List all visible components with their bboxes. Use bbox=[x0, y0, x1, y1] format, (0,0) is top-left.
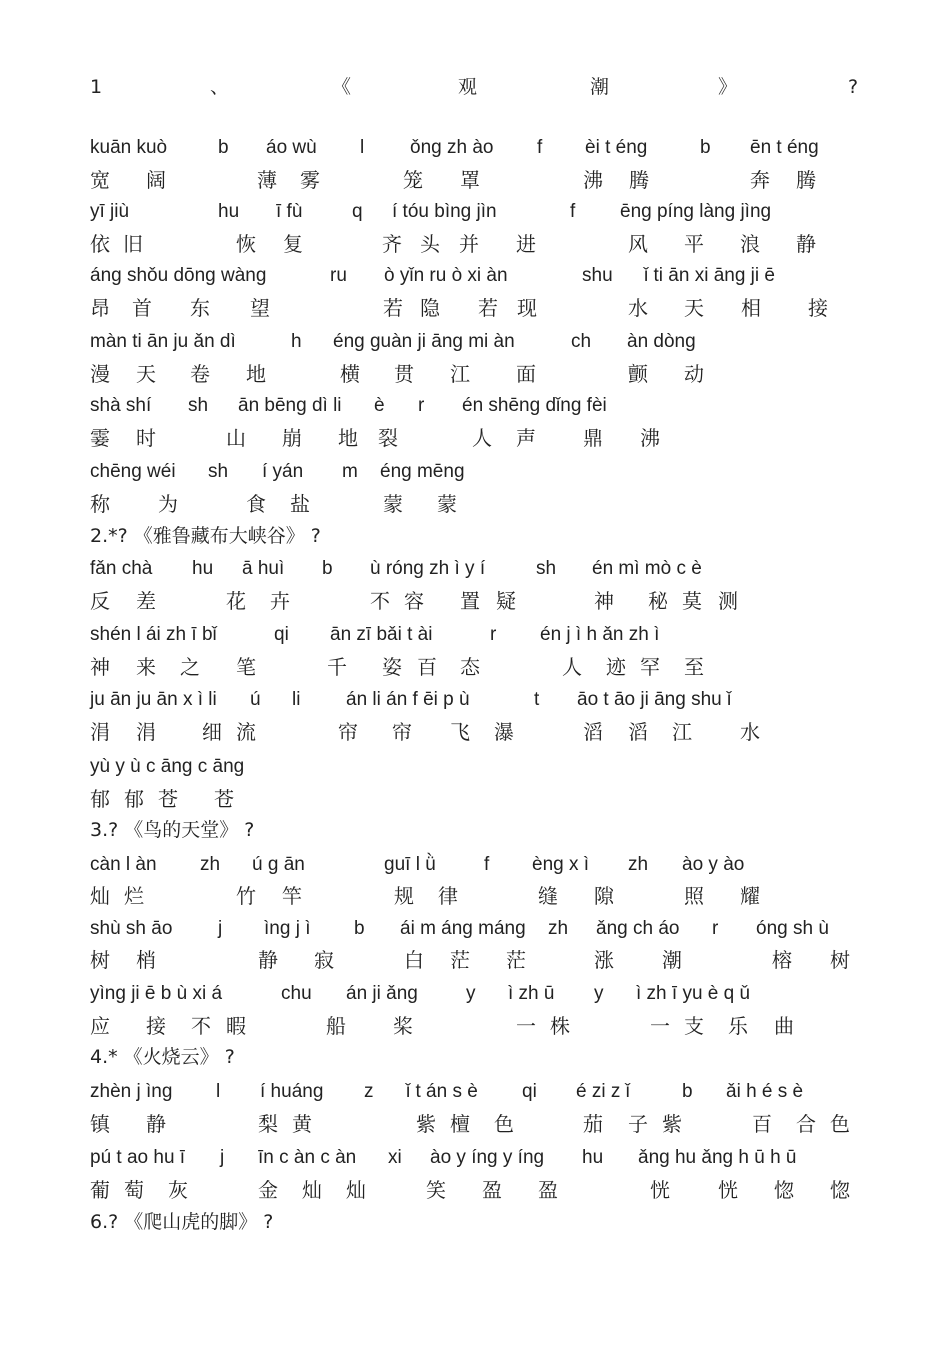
pinyin-syllable: ù róng zh ì y í bbox=[370, 558, 486, 579]
pinyin-syllable: guī l ǜ bbox=[384, 854, 436, 875]
hanzi-char: 时 bbox=[136, 426, 156, 450]
hanzi-char: 漫 bbox=[90, 362, 110, 386]
pinyin-syllable: j bbox=[220, 1147, 225, 1168]
hanzi-char: 苍 bbox=[214, 787, 234, 811]
hanzi-char: 支 bbox=[684, 1014, 704, 1038]
hanzi-char: 律 bbox=[438, 884, 458, 908]
hanzi-char: 相 bbox=[741, 296, 761, 320]
heading-text: 2.*? 《雅鲁藏布大峡谷》 ? bbox=[90, 525, 321, 547]
hanzi-char: 灿 bbox=[346, 1178, 366, 1202]
pinyin-syllable: ìng j ì bbox=[264, 918, 311, 939]
pinyin-syllable: r bbox=[712, 918, 719, 939]
hanzi-char: 静 bbox=[796, 232, 816, 256]
pinyin-syllable: éng mēng bbox=[380, 461, 465, 482]
heading-text: 《 bbox=[332, 76, 352, 98]
pinyin-syllable: áo wù bbox=[266, 137, 317, 158]
hanzi-char: 百 bbox=[417, 655, 437, 679]
pinyin-syllable: hu bbox=[192, 558, 214, 579]
hanzi-char: 竹 bbox=[236, 884, 256, 908]
pinyin-syllable: sh bbox=[188, 395, 209, 416]
pinyin-syllable: t bbox=[534, 689, 540, 710]
pinyin-syllable: yìng ji ē b ù xi á bbox=[90, 983, 223, 1004]
hanzi-char: 耀 bbox=[740, 884, 760, 908]
pinyin-syllable: ān zī bǎi t ài bbox=[330, 624, 433, 645]
hanzi-char: 卷 bbox=[190, 362, 210, 386]
hanzi-char: 花 bbox=[226, 589, 246, 613]
pinyin-syllable: f bbox=[570, 201, 576, 222]
hanzi-char: 黄 bbox=[292, 1112, 312, 1136]
hanzi-char: 蒙 bbox=[437, 492, 457, 516]
hanzi-char: 风 bbox=[628, 232, 648, 256]
hanzi-char: 色 bbox=[494, 1112, 514, 1136]
hanzi-char: 盐 bbox=[290, 492, 310, 516]
hanzi-char: 惚 bbox=[830, 1178, 850, 1202]
hanzi-char: 人 bbox=[562, 655, 582, 679]
hanzi-char: 流 bbox=[236, 720, 256, 744]
hanzi-char: 疑 bbox=[496, 589, 516, 613]
pinyin-syllable: f bbox=[537, 137, 543, 158]
hanzi-char: 水 bbox=[740, 720, 760, 744]
hanzi-char: 葡 bbox=[90, 1178, 110, 1202]
hanzi-char: 树 bbox=[90, 948, 110, 972]
pinyin-syllable: āo t āo ji āng shu ǐ bbox=[577, 689, 732, 710]
pinyin-syllable: yī jiù bbox=[90, 201, 130, 222]
hanzi-char: 雾 bbox=[300, 168, 320, 192]
hanzi-char: 盈 bbox=[538, 1178, 558, 1202]
hanzi-char: 苍 bbox=[158, 787, 178, 811]
pinyin-syllable: ǐ ti ān xi āng ji ē bbox=[644, 265, 775, 286]
hanzi-char: 声 bbox=[516, 426, 536, 450]
hanzi-char: 旧 bbox=[123, 232, 143, 256]
pinyin-syllable: ān bēng dì li bbox=[238, 395, 342, 416]
pinyin-syllable: áng shǒu dōng wàng bbox=[90, 265, 267, 286]
hanzi-char: 帘 bbox=[392, 720, 412, 744]
pinyin-syllable: ch bbox=[571, 331, 592, 352]
hanzi-char: 接 bbox=[808, 296, 828, 320]
hanzi-char: 百 bbox=[752, 1112, 772, 1136]
pinyin-syllable: ru bbox=[330, 265, 347, 286]
pinyin-syllable: zh bbox=[200, 854, 221, 875]
pinyin-syllable: ī fù bbox=[276, 201, 303, 222]
hanzi-char: 树 bbox=[830, 948, 850, 972]
hanzi-char: 竿 bbox=[282, 884, 302, 908]
hanzi-char: 灰 bbox=[168, 1178, 188, 1202]
heading-text: 4.* 《火烧云》 ? bbox=[90, 1046, 235, 1068]
pinyin-syllable: éng guàn ji āng mi àn bbox=[333, 331, 515, 352]
hanzi-char: 食 bbox=[246, 492, 266, 516]
pinyin-syllable: shù sh āo bbox=[90, 918, 173, 939]
hanzi-char: 秘 bbox=[648, 589, 668, 613]
hanzi-char: 缝 bbox=[538, 884, 558, 908]
pinyin-syllable: qi bbox=[274, 624, 289, 645]
pinyin-syllable: én shēng dǐng fèi bbox=[462, 395, 607, 416]
hanzi-char: 飞 bbox=[450, 720, 470, 744]
pinyin-syllable: m bbox=[342, 461, 358, 482]
hanzi-char: 瀑 bbox=[494, 720, 514, 744]
pinyin-syllable: li bbox=[292, 689, 301, 710]
hanzi-char: 寂 bbox=[314, 948, 334, 972]
pinyin-syllable: í yán bbox=[262, 461, 304, 482]
hanzi-char: 天 bbox=[684, 296, 704, 320]
pinyin-syllable: è bbox=[374, 395, 385, 416]
hanzi-char: 涓 bbox=[90, 720, 110, 744]
hanzi-char: 千 bbox=[327, 655, 347, 679]
pinyin-syllable: ǒng zh ào bbox=[410, 137, 494, 158]
pinyin-syllable: ào y ào bbox=[682, 854, 745, 875]
hanzi-char: 测 bbox=[718, 589, 738, 613]
hanzi-char: 置 bbox=[460, 589, 480, 613]
pinyin-syllable: é zi z ǐ bbox=[576, 1081, 630, 1102]
heading-text: 潮 bbox=[590, 76, 610, 98]
pinyin-syllable: án ji ǎng bbox=[346, 983, 418, 1004]
pinyin-syllable: b bbox=[218, 137, 229, 158]
pinyin-syllable: én j ì h ǎn zh ì bbox=[540, 624, 660, 645]
hanzi-char: 腾 bbox=[796, 168, 816, 192]
hanzi-char: 腾 bbox=[629, 168, 649, 192]
hanzi-char: 奔 bbox=[750, 168, 770, 192]
heading-text: 1 bbox=[90, 76, 103, 98]
hanzi-char: 为 bbox=[158, 492, 178, 516]
hanzi-char: 江 bbox=[672, 720, 692, 744]
hanzi-char: 称 bbox=[90, 492, 110, 516]
pinyin-syllable: hu bbox=[582, 1147, 604, 1168]
hanzi-char: 地 bbox=[338, 426, 358, 450]
hanzi-char: 茫 bbox=[450, 948, 470, 972]
hanzi-char: 恍 bbox=[718, 1178, 738, 1202]
pinyin-syllable: b bbox=[322, 558, 333, 579]
hanzi-char: 涓 bbox=[136, 720, 156, 744]
pinyin-syllable: ú bbox=[250, 689, 261, 710]
hanzi-char: 沸 bbox=[640, 426, 660, 450]
pinyin-syllable: càn l àn bbox=[90, 854, 157, 875]
pinyin-syllable: r bbox=[418, 395, 425, 416]
pinyin-syllable: ǎi h é s è bbox=[726, 1081, 804, 1102]
hanzi-char: 帘 bbox=[338, 720, 358, 744]
hanzi-char: 裂 bbox=[378, 426, 398, 450]
hanzi-char: 一 bbox=[516, 1014, 536, 1038]
pinyin-syllable: f bbox=[484, 854, 490, 875]
pinyin-syllable: ǐ t án s è bbox=[406, 1081, 478, 1102]
pinyin-syllable: shà shí bbox=[90, 395, 152, 416]
heading-text: 、 bbox=[210, 76, 230, 98]
pinyin-syllable: sh bbox=[536, 558, 557, 579]
pinyin-syllable: óng sh ù bbox=[756, 918, 829, 939]
hanzi-char: 潮 bbox=[662, 948, 682, 972]
pinyin-syllable: y bbox=[466, 983, 476, 1004]
hanzi-char: 金 bbox=[258, 1178, 278, 1202]
hanzi-char: 姿 bbox=[382, 655, 402, 679]
hanzi-char: 曲 bbox=[774, 1014, 794, 1038]
hanzi-char: 之 bbox=[180, 655, 200, 679]
hanzi-char: 山 bbox=[226, 426, 246, 450]
hanzi-char: 桨 bbox=[393, 1014, 413, 1038]
pinyin-syllable: qi bbox=[522, 1081, 537, 1102]
hanzi-char: 紫 bbox=[662, 1112, 682, 1136]
hanzi-char: 合 bbox=[796, 1112, 816, 1136]
hanzi-char: 若 bbox=[478, 296, 498, 320]
hanzi-char: 烂 bbox=[124, 884, 144, 908]
pinyin-syllable: shu bbox=[582, 265, 613, 286]
pinyin-syllable: ēng píng làng jìng bbox=[620, 201, 772, 222]
hanzi-char: 昂 bbox=[90, 296, 110, 320]
hanzi-char: 平 bbox=[684, 232, 704, 256]
pinyin-syllable: h bbox=[291, 331, 302, 352]
hanzi-char: 莫 bbox=[682, 589, 702, 613]
pinyin-syllable: ǎng hu ǎng h ū h ū bbox=[638, 1147, 797, 1168]
hanzi-char: 静 bbox=[146, 1112, 166, 1136]
pinyin-syllable: ú g ān bbox=[252, 854, 305, 875]
hanzi-char: 乐 bbox=[728, 1014, 748, 1038]
pinyin-syllable: ì zh ū bbox=[508, 983, 555, 1004]
hanzi-char: 霎 bbox=[90, 426, 110, 450]
pinyin-syllable: ò yǐn ru ò xi àn bbox=[384, 265, 508, 286]
hanzi-char: 天 bbox=[136, 362, 156, 386]
hanzi-char: 蒙 bbox=[383, 492, 403, 516]
pinyin-syllable: hu bbox=[218, 201, 240, 222]
hanzi-char: 进 bbox=[516, 232, 536, 256]
pinyin-syllable: j bbox=[218, 918, 223, 939]
hanzi-char: 崩 bbox=[282, 426, 302, 450]
hanzi-char: 细 bbox=[202, 720, 222, 744]
pinyin-syllable: kuān kuò bbox=[90, 137, 168, 158]
hanzi-char: 静 bbox=[258, 948, 278, 972]
hanzi-char: 不 bbox=[370, 589, 390, 613]
hanzi-char: 差 bbox=[136, 589, 156, 613]
pinyin-syllable: zh bbox=[548, 918, 569, 939]
pinyin-syllable: èi t éng bbox=[585, 137, 648, 158]
pinyin-syllable: ǎng ch áo bbox=[596, 918, 680, 939]
pinyin-syllable: fǎn chà bbox=[90, 558, 153, 579]
hanzi-char: 滔 bbox=[583, 720, 603, 744]
heading-text: 3.? 《鸟的天堂》 ? bbox=[90, 819, 255, 841]
hanzi-char: 檀 bbox=[450, 1112, 470, 1136]
hanzi-char: 容 bbox=[404, 589, 424, 613]
hanzi-char: 隐 bbox=[420, 296, 440, 320]
pinyin-syllable: ái m áng máng bbox=[400, 918, 526, 939]
hanzi-char: 不 bbox=[191, 1014, 211, 1038]
hanzi-char: 滔 bbox=[628, 720, 648, 744]
pinyin-syllable: shén l ái zh ī bǐ bbox=[90, 624, 217, 645]
pinyin-syllable: l bbox=[360, 137, 365, 158]
heading-text: 》 bbox=[718, 76, 738, 98]
pinyin-syllable: án li án f ēi p ù bbox=[346, 689, 470, 710]
hanzi-char: 江 bbox=[450, 362, 470, 386]
hanzi-char: 白 bbox=[404, 948, 424, 972]
pinyin-syllable: b bbox=[354, 918, 365, 939]
hanzi-char: 阔 bbox=[146, 168, 166, 192]
pinyin-syllable: r bbox=[490, 624, 497, 645]
hanzi-char: 暇 bbox=[226, 1014, 246, 1038]
pinyin-syllable: àn dòng bbox=[627, 331, 696, 352]
pinyin-syllable: q bbox=[352, 201, 363, 222]
hanzi-char: 贯 bbox=[394, 362, 414, 386]
hanzi-char: 照 bbox=[684, 884, 704, 908]
hanzi-char: 涨 bbox=[594, 948, 614, 972]
hanzi-char: 头 bbox=[420, 232, 440, 256]
hanzi-char: 船 bbox=[326, 1014, 346, 1038]
hanzi-char: 茄 bbox=[583, 1112, 603, 1136]
hanzi-char: 笑 bbox=[426, 1178, 446, 1202]
hanzi-char: 茫 bbox=[506, 948, 526, 972]
hanzi-char: 接 bbox=[146, 1014, 166, 1038]
hanzi-char: 梢 bbox=[136, 948, 156, 972]
hanzi-char: 齐 bbox=[382, 232, 402, 256]
hanzi-char: 地 bbox=[246, 362, 266, 386]
pinyin-syllable: l bbox=[216, 1081, 221, 1102]
hanzi-char: 梨 bbox=[258, 1112, 278, 1136]
pinyin-syllable: zh bbox=[628, 854, 649, 875]
hanzi-char: 罩 bbox=[460, 168, 480, 192]
pinyin-syllable: b bbox=[700, 137, 711, 158]
pinyin-syllable: yù y ù c āng c āng bbox=[90, 756, 245, 777]
pinyin-syllable: y bbox=[594, 983, 604, 1004]
hanzi-char: 惚 bbox=[774, 1178, 794, 1202]
hanzi-char: 色 bbox=[830, 1112, 850, 1136]
hanzi-char: 来 bbox=[136, 655, 156, 679]
pinyin-syllable: èng x ì bbox=[532, 854, 590, 875]
hanzi-char: 规 bbox=[394, 884, 414, 908]
hanzi-char: 灿 bbox=[302, 1178, 322, 1202]
heading-text: 6.? 《爬山虎的脚》 ? bbox=[90, 1211, 274, 1233]
hanzi-char: 望 bbox=[250, 296, 270, 320]
hanzi-char: 薄 bbox=[257, 168, 277, 192]
pinyin-syllable: ju ān ju ān x ì li bbox=[90, 689, 217, 710]
hanzi-char: 首 bbox=[132, 296, 152, 320]
pinyin-syllable: ēn t éng bbox=[750, 137, 819, 158]
hanzi-char: 罕 bbox=[640, 655, 660, 679]
pinyin-syllable: īn c àn c àn bbox=[258, 1147, 357, 1168]
pinyin-syllable: pú t ao hu ī bbox=[90, 1147, 186, 1168]
hanzi-char: 动 bbox=[684, 362, 704, 386]
hanzi-char: 并 bbox=[459, 232, 479, 256]
pinyin-syllable: ào y íng y íng bbox=[430, 1147, 545, 1168]
hanzi-char: 人 bbox=[472, 426, 492, 450]
pinyin-syllable: xi bbox=[388, 1147, 402, 1168]
hanzi-char: 灿 bbox=[90, 884, 110, 908]
hanzi-char: 恍 bbox=[650, 1178, 670, 1202]
hanzi-char: 株 bbox=[550, 1014, 570, 1038]
pinyin-syllable: zhèn j ìng bbox=[90, 1081, 173, 1102]
hanzi-char: 应 bbox=[90, 1014, 110, 1038]
pinyin-syllable: én mì mò c è bbox=[592, 558, 702, 579]
hanzi-char: 卉 bbox=[270, 589, 290, 613]
hanzi-char: 颤 bbox=[628, 362, 648, 386]
hanzi-char: 郁 bbox=[90, 787, 110, 811]
hanzi-char: 反 bbox=[90, 589, 110, 613]
hanzi-char: 恢 bbox=[236, 232, 256, 256]
hanzi-char: 横 bbox=[340, 362, 360, 386]
hanzi-char: 榕 bbox=[772, 948, 792, 972]
hanzi-char: 笔 bbox=[236, 655, 256, 679]
hanzi-char: 东 bbox=[190, 296, 210, 320]
hanzi-char: 现 bbox=[517, 296, 537, 320]
hanzi-char: 水 bbox=[628, 296, 648, 320]
hanzi-char: 盈 bbox=[482, 1178, 502, 1202]
hanzi-char: 复 bbox=[283, 232, 303, 256]
pinyin-syllable: chu bbox=[281, 983, 312, 1004]
hanzi-char: 若 bbox=[383, 296, 403, 320]
hanzi-char: 浪 bbox=[740, 232, 760, 256]
heading-text: 观 bbox=[458, 76, 478, 98]
pinyin-syllable: ì zh ī yu è q ǔ bbox=[636, 983, 751, 1004]
pinyin-syllable: màn ti ān ju ǎn dì bbox=[90, 331, 236, 352]
pinyin-syllable: í tóu bìng jìn bbox=[392, 201, 497, 222]
hanzi-char: 郁 bbox=[124, 787, 144, 811]
pinyin-syllable: b bbox=[682, 1081, 693, 1102]
hanzi-char: 鼎 bbox=[583, 426, 603, 450]
hanzi-char: 一 bbox=[650, 1014, 670, 1038]
hanzi-char: 萄 bbox=[124, 1178, 144, 1202]
hanzi-char: 神 bbox=[90, 655, 110, 679]
hanzi-char: 镇 bbox=[90, 1112, 110, 1136]
hanzi-char: 面 bbox=[516, 362, 536, 386]
hanzi-char: 紫 bbox=[416, 1112, 436, 1136]
hanzi-char: 沸 bbox=[583, 168, 603, 192]
pinyin-syllable: sh bbox=[208, 461, 229, 482]
pinyin-syllable: z bbox=[364, 1081, 374, 1102]
heading-text: ? bbox=[848, 76, 859, 98]
hanzi-char: 宽 bbox=[90, 168, 110, 192]
hanzi-char: 迹 bbox=[606, 655, 626, 679]
hanzi-char: 态 bbox=[460, 655, 480, 679]
pinyin-syllable: chēng wéi bbox=[90, 461, 176, 482]
hanzi-char: 子 bbox=[628, 1112, 648, 1136]
pinyin-syllable: í huáng bbox=[260, 1081, 324, 1102]
hanzi-char: 隙 bbox=[594, 884, 614, 908]
hanzi-char: 依 bbox=[90, 232, 110, 256]
pinyin-syllable: ā huì bbox=[242, 558, 285, 579]
hanzi-char: 笼 bbox=[403, 168, 423, 192]
hanzi-char: 神 bbox=[594, 589, 614, 613]
hanzi-char: 至 bbox=[684, 655, 704, 679]
